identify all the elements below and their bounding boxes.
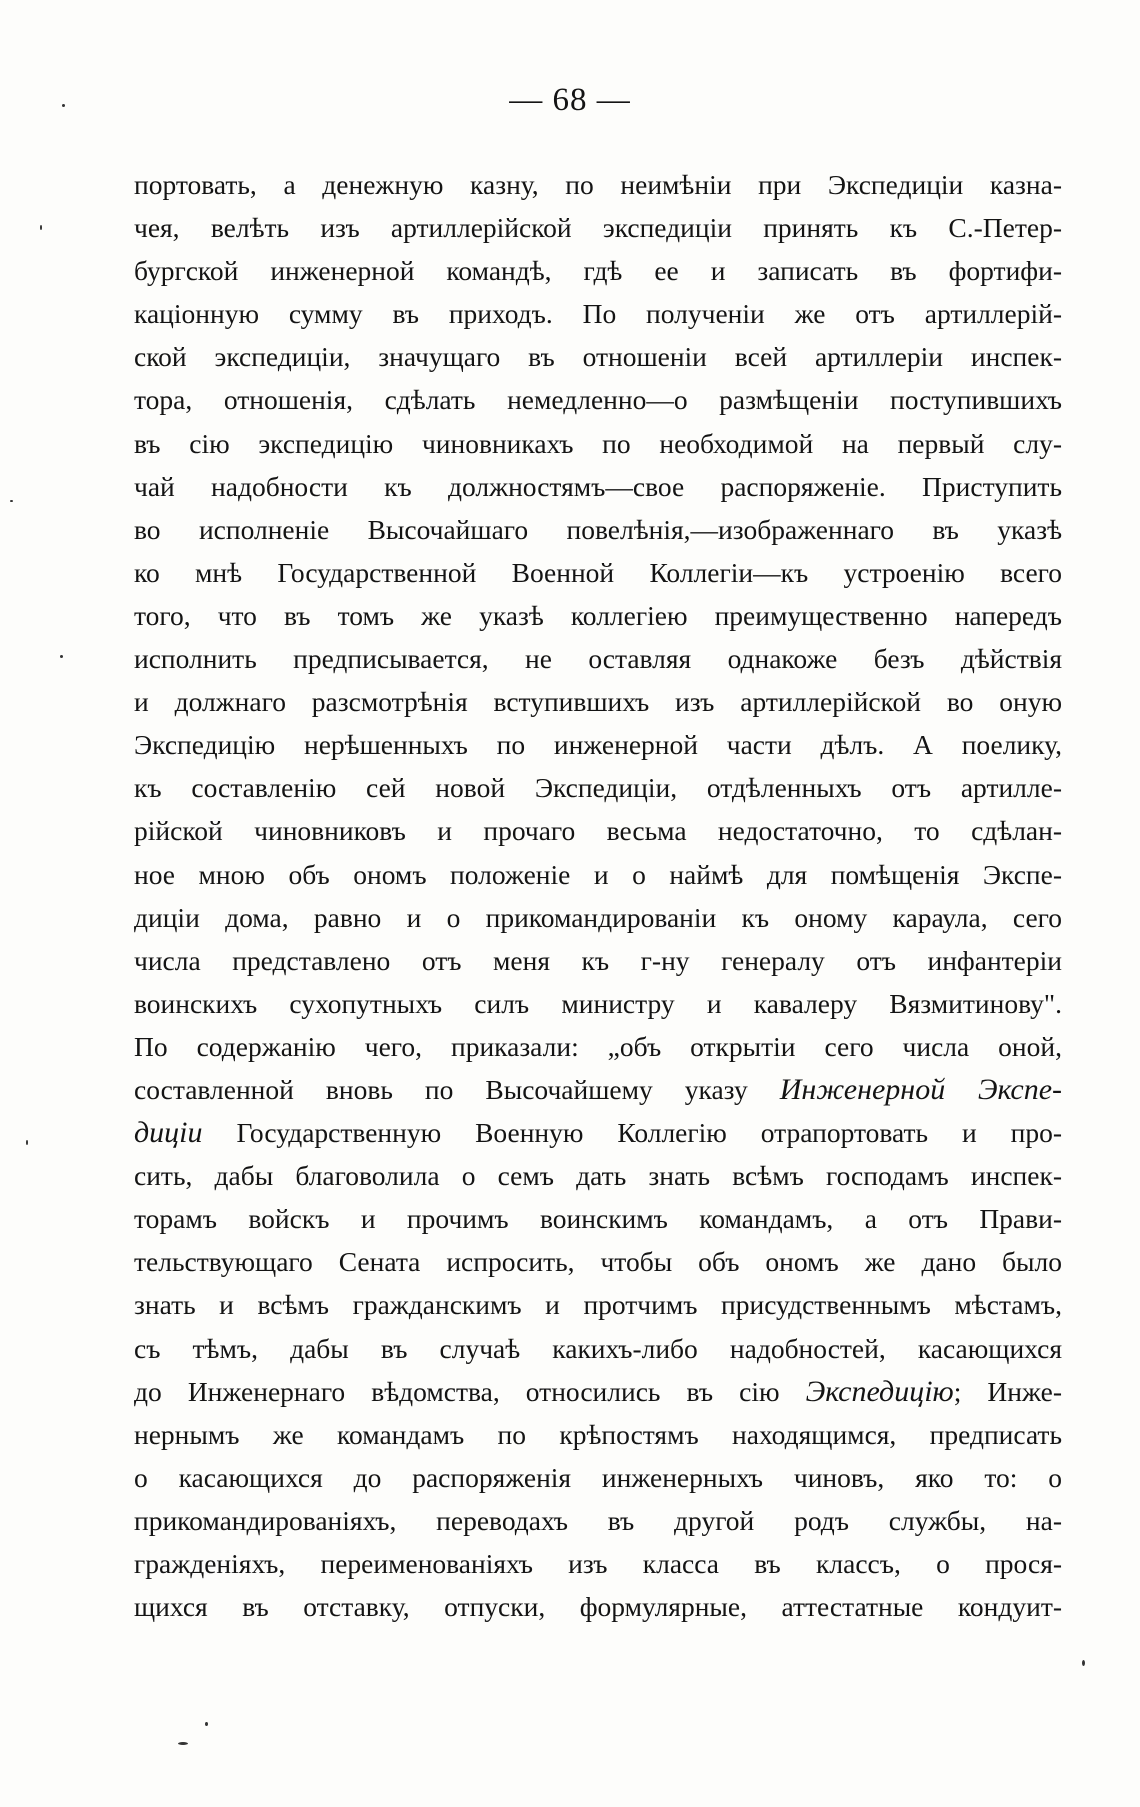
text-line	[134, 939, 1062, 982]
text-segment: къ составленію сей новой Экспедиціи, отдѣленныхъ отъ артилле-	[134, 772, 1062, 804]
text-line	[134, 1413, 1062, 1456]
text-segment: составленной вновь по Высочайшему указу	[134, 1073, 780, 1105]
text-line	[134, 551, 1062, 594]
text-segment: каціонную сумму въ приходъ. По полученіи же отъ артиллерій-	[134, 298, 1062, 330]
text-line	[134, 1456, 1062, 1499]
text-line	[134, 982, 1062, 1025]
text-segment: Государственную Военную Коллегію отрапортовать и про-	[202, 1117, 1062, 1149]
italic-text-segment: диціи	[134, 1116, 203, 1150]
text-line	[134, 637, 1062, 680]
text-segment: торамъ войскъ и прочимъ воинскимъ командамъ, а отъ Прави-	[134, 1203, 1062, 1235]
text-segment: щихся въ отставку, отпуски, формулярные, аттестатные кондуит-	[134, 1591, 1062, 1623]
text-line	[134, 680, 1062, 723]
text-line	[134, 422, 1062, 465]
text-line	[134, 335, 1062, 378]
text-segment: до Инженернаго вѣдомства, относились въ сію	[134, 1375, 806, 1407]
scan-speck	[178, 1742, 188, 1745]
text-line	[134, 896, 1062, 939]
scan-speck	[1082, 1660, 1085, 1666]
text-segment: ской экспедиціи, значущаго въ отношеніи всей артиллеріи инспек-	[134, 341, 1062, 373]
text-segment: ное мною объ ономъ положеніе и о наймѣ для помѣщенія Экспе-	[134, 858, 1062, 890]
text-line	[134, 853, 1062, 896]
text-segment: сить, дабы благоволила о семъ дать знать всѣмъ господамъ инспек-	[134, 1160, 1062, 1192]
text-line	[134, 1240, 1062, 1283]
text-segment: тельствующаго Сената испросить, чтобы объ ономъ же дано было	[134, 1246, 1062, 1278]
italic-text-segment: Инженерной Экспе-	[779, 1072, 1062, 1106]
text-segment: нернымъ же командамъ по крѣпостямъ находящимся, предписать	[134, 1418, 1062, 1450]
page-number: — 68 —	[509, 82, 631, 118]
text-line	[134, 1111, 1062, 1154]
text-line	[134, 1585, 1062, 1628]
text-line	[134, 723, 1062, 766]
text-line	[134, 1370, 1062, 1413]
text-segment: съ тѣмъ, дабы въ случаѣ какихъ-либо надобностей, касающихся	[134, 1332, 1062, 1364]
text-segment: ко мнѣ Государственной Военной Коллегіи—къ устроенію всего	[134, 556, 1062, 588]
text-line	[134, 292, 1062, 335]
text-segment: прикомандированіяхъ, переводахъ въ другой родъ службы, на-	[134, 1504, 1062, 1536]
text-line	[134, 249, 1062, 292]
text-segment: во исполненіе Высочайшаго повелѣнія,—изображеннаго въ указѣ	[134, 513, 1062, 545]
text-line	[134, 594, 1062, 637]
text-segment: числа представлено отъ меня къ г-ну генералу отъ инфантеріи	[134, 944, 1062, 976]
text-segment: портовать, а денежную казну, по неимѣніи при Экспедиціи казна-	[134, 169, 1062, 200]
text-segment: воинскихъ сухопутныхъ силъ министру и кавалеру Вязмитинову".	[134, 987, 1062, 1019]
text-line	[134, 1499, 1062, 1542]
text-segment: рійской чиновниковъ и прочаго весьма недостаточно, то сдѣлан-	[134, 815, 1062, 847]
text-line	[134, 508, 1062, 551]
text-line	[134, 206, 1062, 249]
text-segment: диціи дома, равно и о прикомандированіи къ оному караула, сего	[134, 901, 1062, 933]
scan-speck	[205, 1722, 208, 1726]
text-line	[134, 163, 1062, 206]
scan-speck	[10, 500, 13, 502]
text-segment: и должнаго разсмотрѣнія вступившихъ изъ артиллерійской во оную	[134, 686, 1062, 718]
text-segment: ; Инже-	[953, 1375, 1062, 1407]
text-line	[134, 766, 1062, 809]
text-line	[134, 1154, 1062, 1197]
text-line	[134, 809, 1062, 852]
text-line	[134, 378, 1062, 421]
italic-text-segment: Экспедицію	[805, 1374, 954, 1408]
text-line	[134, 1283, 1062, 1326]
text-line	[134, 465, 1062, 508]
scan-speck	[60, 655, 63, 658]
body-text	[134, 163, 1062, 1628]
text-segment: знать и всѣмъ гражданскимъ и протчимъ присудственнымъ мѣстамъ,	[134, 1289, 1062, 1321]
text-segment: Экспедицію нерѣшенныхъ по инженерной части дѣлъ. А поелику,	[134, 729, 1062, 761]
text-segment: того, что въ томъ же указѣ коллегіею преимущественно напередъ	[134, 599, 1062, 631]
text-segment: бургской инженерной командѣ, гдѣ ее и записать въ фортифи-	[134, 255, 1062, 287]
text-segment: чея, велѣть изъ артиллерійской экспедиціи принять къ С.-Петер-	[134, 212, 1062, 244]
scan-speck	[40, 225, 42, 230]
text-segment: чай надобности къ должностямъ—свое распоряженіе. Приступить	[134, 470, 1062, 502]
text-line	[134, 1025, 1062, 1068]
text-segment: тора, отношенія, сдѣлать немедленно—о размѣщеніи поступившихъ	[134, 384, 1062, 416]
text-segment: въ сію экспедицію чиновникахъ по необходимой на первый слу-	[134, 427, 1062, 459]
text-line	[134, 1068, 1062, 1111]
text-segment: По содержанію чего, приказали: „объ открытіи сего числа оной,	[134, 1030, 1062, 1062]
text-segment: гражденіяхъ, переименованіяхъ изъ класса въ классъ, о прося-	[134, 1548, 1062, 1579]
scan-speck	[26, 1140, 28, 1145]
scan-speck	[62, 104, 65, 107]
text-line	[134, 1327, 1062, 1370]
text-segment: исполнить предписывается, не оставляя однакоже безъ дѣйствія	[134, 643, 1062, 675]
text-line	[134, 1197, 1062, 1240]
text-line	[134, 1542, 1062, 1585]
text-segment: о касающихся до распоряженія инженерныхъ чиновъ, яко то: о	[134, 1461, 1062, 1493]
